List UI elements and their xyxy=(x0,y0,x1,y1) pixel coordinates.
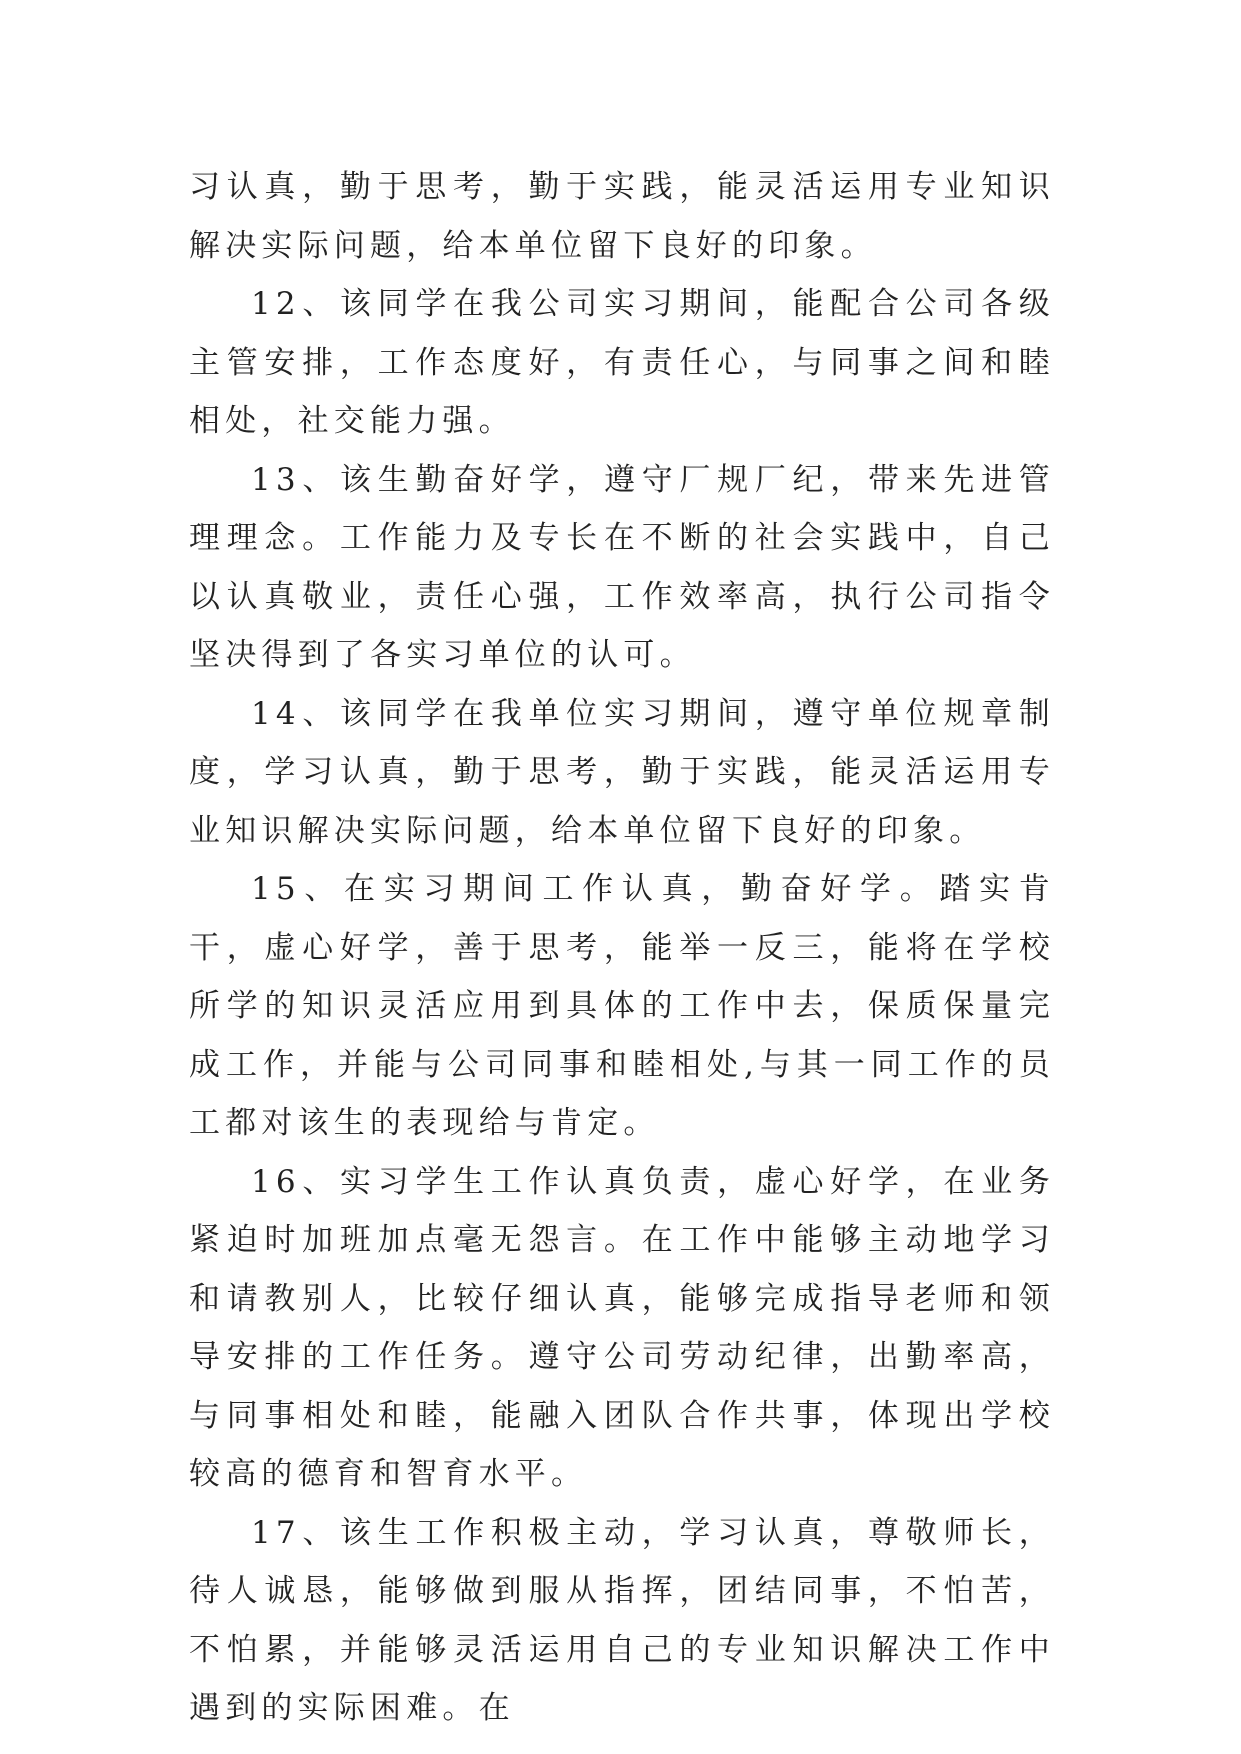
paragraph-item-12: 12、该同学在我公司实习期间，能配合公司各级主管安排，工作态度好，有责任心，与同事之间和睦相处，社交能力强。 xyxy=(189,286,1055,439)
paragraph-item-13: 13、该生勤奋好学，遵守厂规厂纪，带来先进管理理念。工作能力及专长在不断的社会实践中，自己以认真敬业，责任心强，工作效率高，执行公司指令坚决得到了各实习单位的认可。 xyxy=(189,461,1055,673)
paragraph-continuation: 习认真，勤于思考，勤于实践，能灵活运用专业知识解决实际问题，给本单位留下良好的印象。 xyxy=(189,169,1055,264)
document-body xyxy=(189,158,1055,1738)
paragraph-item-16: 16、实习学生工作认真负责，虚心好学，在业务紧迫时加班加点毫无怨言。在工作中能够主动地学习和请教别人，比较仔细认真，能够完成指导老师和领导安排的工作任务。遵守公司劳动纪律，出勤率高，与同事相处和睦，能融入团队合作共事，体现出学校较高的德育和智育水平。 xyxy=(189,1163,1055,1492)
paragraph-item-15: 15、在实习期间工作认真，勤奋好学。踏实肯干，虚心好学，善于思考，能举一反三，能将在学校所学的知识灵活应用到具体的工作中去，保质保量完成工作，并能与公司同事和睦相处,与其一同工作的员工都对该生的表现给与肯定。 xyxy=(189,871,1055,1141)
paragraph-item-14: 14、该同学在我单位实习期间，遵守单位规章制度，学习认真，勤于思考，勤于实践，能灵活运用专业知识解决实际问题，给本单位留下良好的印象。 xyxy=(189,695,1055,849)
paragraph-item-17: 17、该生工作积极主动，学习认真，尊敬师长，待人诚恳，能够做到服从指挥，团结同事，不怕苦，不怕累，并能够灵活运用自己的专业知识解决工作中遇到的实际困难。在 xyxy=(189,1514,1055,1726)
